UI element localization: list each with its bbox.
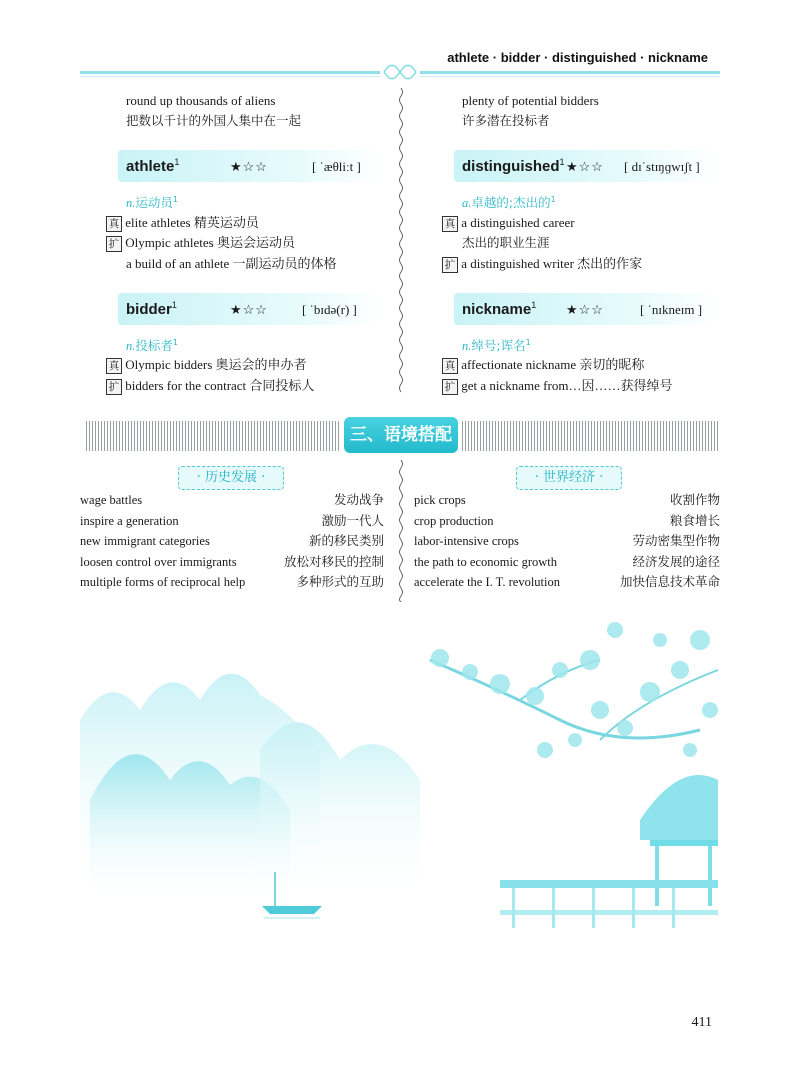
- example-line: 扩 bidders for the contract 合同投标人: [106, 376, 314, 396]
- intro-translation: 把数以千计的外国人集中在一起: [126, 113, 302, 128]
- example-line: 扩 a distinguished writer 杰出的作家: [442, 254, 642, 274]
- list-item: multiple forms of reciprocal help 多种形式的互助: [80, 574, 384, 589]
- real-exam-tag: 真: [442, 358, 458, 374]
- example-line: 杰出的职业生涯: [462, 235, 550, 250]
- extension-tag: 扩: [442, 257, 458, 273]
- column-divider: [398, 88, 404, 396]
- collocation-list-left: [80, 490, 384, 593]
- section-title: 三、语境搭配: [344, 417, 458, 453]
- list-item: accelerate the I. T. revolution 加快信息技术革命: [414, 574, 720, 589]
- list-item: loosen control over immigrants 放松对移民的控制: [80, 553, 384, 569]
- column-divider: [398, 460, 404, 602]
- real-exam-tag: 真: [106, 358, 122, 374]
- example-line: 扩 get a nickname from…因……获得绰号: [442, 376, 672, 396]
- collocation-list-right: [414, 490, 720, 593]
- part-of-speech: n.投标者$^1$: [126, 337, 178, 353]
- subhead-history: · 历史发展 ·: [178, 466, 284, 490]
- phonetic: [ dɪˈstɪŋɡwɪʃt ]: [624, 159, 700, 174]
- headword: athlete$^1$: [126, 157, 180, 175]
- extension-tag: 扩: [442, 379, 458, 395]
- section-stripes-left: [86, 421, 340, 451]
- example-line: 扩 Olympic athletes 奥运会运动员: [106, 233, 295, 253]
- example-line: 真 elite athletes 精英运动员: [106, 213, 259, 233]
- list-item: crop production 粮食增长: [414, 512, 720, 528]
- section-stripes-right: [462, 421, 718, 451]
- example-line: 真 Olympic bidders 奥运会的申办者: [106, 355, 307, 375]
- intro-phrase: plenty of potential bidders: [462, 93, 599, 108]
- headword: bidder$^1$: [126, 300, 177, 318]
- list-item: new immigrant categories 新的移民类别: [80, 533, 384, 548]
- extension-tag: 扩: [106, 236, 122, 252]
- frequency-stars: ★☆☆: [230, 159, 268, 174]
- extension-tag: 扩: [106, 379, 122, 395]
- frequency-stars: ★☆☆: [230, 302, 268, 317]
- phonetic: [ ˈæθliːt ]: [312, 159, 361, 174]
- headword: distinguished$^1$: [462, 157, 565, 175]
- list-item: inspire a generation 激励一代人: [80, 512, 384, 528]
- phonetic: [ ˈnɪkneɪm ]: [640, 302, 703, 317]
- landscape-illustration: [0, 600, 800, 960]
- list-item: labor-intensive crops 劳动密集型作物: [414, 533, 720, 548]
- real-exam-tag: 真: [442, 216, 458, 232]
- frequency-stars: ★☆☆: [566, 302, 604, 317]
- intro-translation: 许多潜在投标者: [462, 113, 550, 128]
- frequency-stars: ★☆☆: [566, 159, 604, 174]
- part-of-speech: n.绰号;诨名$^1$: [462, 337, 531, 353]
- header-ornament-icon: [380, 63, 420, 81]
- part-of-speech: a.卓越的;杰出的$^1$: [462, 194, 556, 210]
- list-item: the path to economic growth 经济发展的途径: [414, 553, 720, 569]
- list-item: pick crops 收割作物: [414, 492, 720, 507]
- example-line: 真 a distinguished career: [442, 213, 575, 233]
- headword: nickname$^1$: [462, 300, 537, 318]
- intro-phrase: round up thousands of aliens: [126, 93, 276, 108]
- running-header: athlete · bidder · distinguished · nickname: [447, 50, 708, 65]
- phonetic: [ ˈbɪdə(r) ]: [302, 302, 357, 317]
- subhead-economy: · 世界经济 ·: [516, 466, 622, 490]
- example-line: a build of an athlete 一副运动员的体格: [126, 256, 337, 271]
- part-of-speech: n.运动员$^1$: [126, 194, 178, 210]
- page-number: 411: [691, 1015, 712, 1030]
- real-exam-tag: 真: [106, 216, 122, 232]
- list-item: wage battles 发动战争: [80, 492, 384, 507]
- example-line: 真 affectionate nickname 亲切的昵称: [442, 355, 644, 375]
